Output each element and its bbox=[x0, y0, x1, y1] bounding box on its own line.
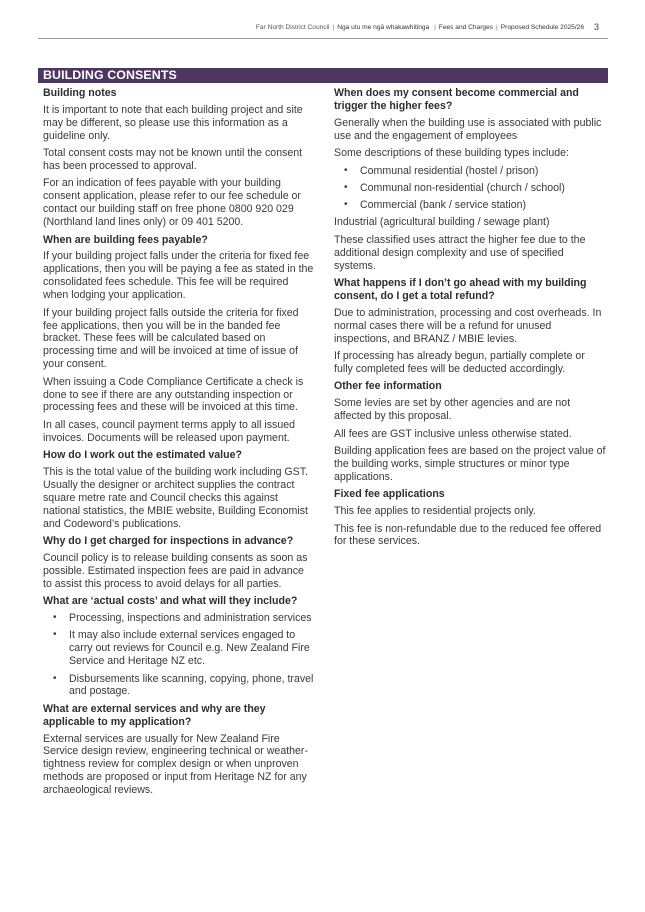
section-banner: BUILDING CONSENTS bbox=[38, 68, 608, 83]
heading-inspections-advance: Why do I get charged for inspections in advance? bbox=[43, 535, 294, 548]
list-item: • Commercial (bank / service station) bbox=[344, 199, 527, 212]
header-te-reo: Nga utu me ngā whakawhitinga bbox=[337, 24, 430, 31]
paragraph: Industrial (agricultural building / sewage plant) bbox=[334, 216, 550, 229]
paragraph: It is important to note that each building project and site may be different, so please use this information as a guideline only. bbox=[43, 103, 303, 142]
paragraph: When issuing a Code Compliance Certificate a check is done to see if there are any outstanding inspection or processing fees and these will be invoiced at this time. bbox=[43, 375, 304, 414]
paragraph: Generally when the building use is associated with public use and the engagement of employees bbox=[334, 116, 602, 142]
header-divider bbox=[38, 38, 608, 39]
heading-refund: What happens if I don’t go ahead with my building consent, do I get a total refund? bbox=[334, 277, 587, 302]
paragraph: If your building project falls outside the criteria for fixed fee applications, then you will be in the banded fee bracket. These fees will be calculated based on processing time and will be invoiced at time of issue of your consent. bbox=[43, 306, 299, 371]
heading-building-notes: Building notes bbox=[43, 87, 117, 99]
paragraph: This fee applies to residential projects only. bbox=[334, 505, 536, 518]
heading-estimated-value: How do I work out the estimated value? bbox=[43, 449, 242, 462]
paragraph: This fee is non-refundable due to the reduced fee offered for these services. bbox=[334, 522, 602, 548]
page-number: 3 bbox=[594, 22, 600, 32]
paragraph: All fees are GST inclusive unless otherwise stated. bbox=[334, 427, 572, 440]
paragraph: Some descriptions of these building types include: bbox=[334, 147, 569, 160]
heading-actual-costs: What are ‘actual costs’ and what will they include? bbox=[43, 595, 298, 608]
header-section: Fees and Charges bbox=[438, 24, 494, 31]
heading-other-fee-info: Other fee information bbox=[334, 380, 442, 393]
heading-fees-payable: When are building fees payable? bbox=[43, 233, 208, 246]
heading-external-services: What are external services and why are they applicable to my application? bbox=[43, 702, 266, 728]
right-column bbox=[334, 87, 606, 553]
paragraph: In all cases, council payment terms apply to all issued invoices. Documents will be released upon payment. bbox=[43, 418, 296, 444]
left-column bbox=[43, 87, 315, 802]
paragraph: Total consent costs may not be known until the consent has been processed to approval. bbox=[43, 147, 303, 173]
heading-fixed-fee: Fixed fee applications bbox=[334, 488, 445, 501]
paragraph: External services are usually for New Zealand Fire Service design review, engineering technical or weather-tightness review for complex design or when unproven methods are proposed or input from Heritage NZ for any archaeological reviews. bbox=[43, 732, 308, 797]
paragraph: Council policy is to release building consents as soon as possible. Estimated inspection fees are paid in advance to assist this process to avoid delays for all parties. bbox=[43, 552, 308, 590]
paragraph: These classified uses attract the higher fee due to the additional design complexity and use of specified systems. bbox=[334, 233, 586, 272]
paragraph: If processing has already begun, partially complete or fully completed fees will be deducted accordingly. bbox=[334, 350, 585, 375]
paragraph: Some levies are set by other agencies and are not affected by this proposal. bbox=[334, 397, 571, 423]
paragraph: This is the total value of the building work including GST. Usually the designer or architect supplies the contract square metre rate and Council checks this against national statistics, the MBIE website, Building Economist and Codeword’s publications. bbox=[43, 466, 308, 530]
list-item: • It may also include external services engaged to carry out reviews for Council e.g. New Zealand Fire Service and Heritage NZ etc. bbox=[53, 629, 310, 668]
header-schedule: Proposed Schedule 2025/26 bbox=[500, 24, 584, 31]
list-item: • Communal non-residential (church / school) bbox=[344, 181, 565, 194]
paragraph: Due to administration, processing and cost overheads. In normal cases there will be a refund for unused inspections, and BRANZ / MBIE levies. bbox=[334, 306, 602, 345]
paragraph: If your building project falls under the criteria for fixed fee applications, then you will be paying a fee as stated in the consolidated fees schedule. This fee will be required when lodging your application. bbox=[43, 250, 314, 302]
running-header: Far North District Council | Nga utu me ngā whakawhitinga | Fees and Charges | Proposed Schedule 2025/26 bbox=[255, 24, 584, 31]
actual-costs-list bbox=[43, 612, 315, 698]
paragraph: For an indication of fees payable with your building consent application, please refer to our fee schedule or contact our building staff on free phone 0800 920 029 (Northland land lines only) or 09 401 5200. bbox=[43, 177, 301, 229]
heading-commercial-consent: When does my consent become commercial and trigger the higher fees? bbox=[334, 87, 579, 112]
list-item: • Communal residential (hostel / prison) bbox=[344, 164, 539, 177]
list-item: • Disbursements like scanning, copying, phone, travel and postage. bbox=[53, 672, 314, 698]
list-item: • Processing, inspections and administration services bbox=[53, 612, 312, 625]
header-org: Far North District Council bbox=[255, 24, 330, 31]
building-types-list bbox=[334, 165, 606, 213]
paragraph: Building application fees are based on the project value of the building works, simple structures or minor type applications. bbox=[334, 445, 606, 483]
